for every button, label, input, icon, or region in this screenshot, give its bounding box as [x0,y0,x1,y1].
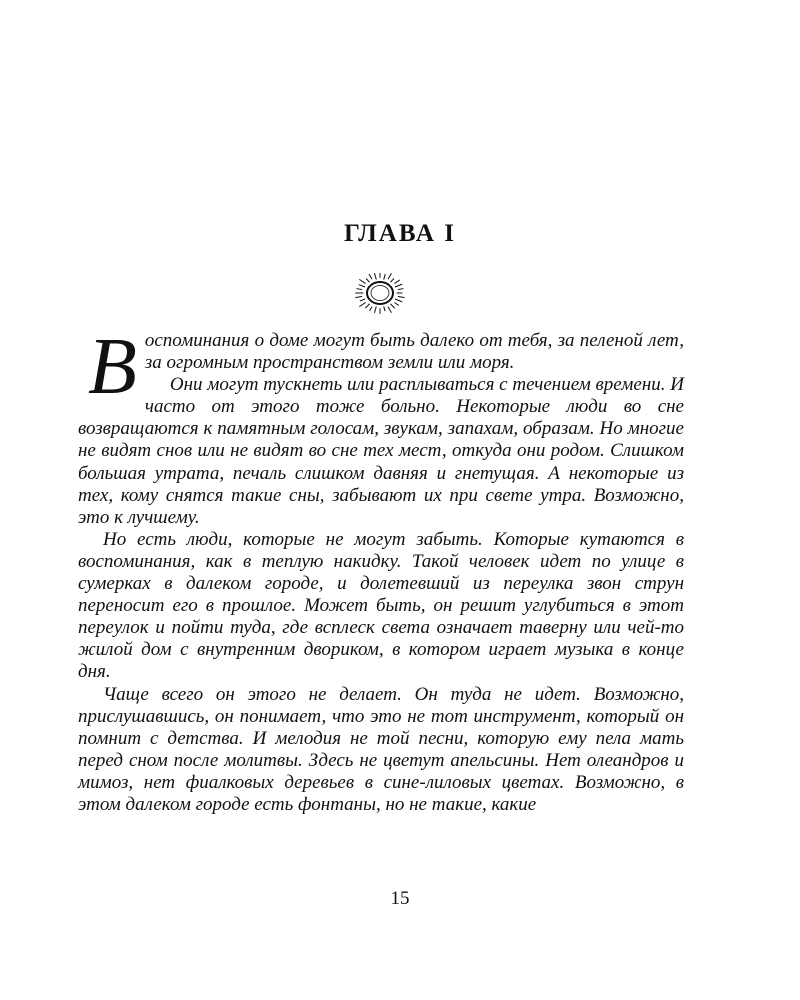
sun-ray [356,289,362,290]
sun-ray [370,307,373,311]
sun-ray [388,273,392,279]
paragraph-2: Они могут тускнеть или расплываться с течением времени. И часто от этого тоже больно. Некоторые люди во сне возвращаются к памятным голосам, звукам, запахам, образам. Но многие не видят снов или не видят во сне тех мест, откуда они родом. Слишком большая утрата, печаль слишком давняя и гнетущая. А некоторые из тех, кому снятся такие сны, забывают их при свете утра. Возможно, это к лучшему. [78,374,684,528]
sun-ray [384,274,386,280]
sun-ray [360,299,365,301]
sun-ray [394,280,399,284]
drop-cap: В [88,323,137,411]
chapter-title: ГЛАВА I [344,220,456,247]
page-number: 15 [390,888,410,909]
sun-ray [398,289,404,290]
paragraph-4: Чаще всего он этого не делает. Он туда не идет. Возможно, прислушавшись, он понимает, что это не тот инструмент, который он помнит с детства. И мелодия не той песни, которую ему пела мать перед сном после молитвы. Здесь не цветут апельсины. Нет олеандров и мимоз, нет фиалковых деревьев в сине-лиловых цветах. Возможно, в этом далеком городе есть фонтаны, но не такие, какие [78,683,684,815]
sun-ray [365,304,369,308]
paragraph-3: Но есть люди, которые не могут забыть. Которые кутаются в воспоминания, как в теплую накидку. Такой человек идет по улице в сумерках в далеком городе, и долетевший из переулка звон струн переносит его в прошлое. Может быть, он решит углубиться в этот переулок и пойти туда, где всплеск света означает таверну или чей-то жилой дом с внутренним двориком, в котором играет музыка в конце дня. [78,528,684,683]
sun-ray [390,279,394,283]
sun-ray [394,302,398,305]
paragraph-1 [78,323,684,411]
sun-ray [390,304,394,308]
sun-ray [369,274,372,279]
sun-ray [359,279,365,283]
sun-ray [355,296,362,297]
sun-ray [375,306,377,312]
sun-ray [384,306,385,311]
sun-ray [359,302,365,306]
sun-ornament-icon [350,268,410,316]
sun-ray [395,284,402,287]
sun-ray [375,273,377,279]
paragraph-1-text: оспоминания о доме могут быть далеко от тебя, за пеленой лет, за огромным пространством земли или моря. [144,330,684,374]
sun-ray [398,296,405,297]
chapter-body [78,323,684,816]
sun-ray [388,307,392,313]
sun-ray [366,279,370,283]
sun-ray [359,285,365,287]
sun-ray [395,299,402,302]
